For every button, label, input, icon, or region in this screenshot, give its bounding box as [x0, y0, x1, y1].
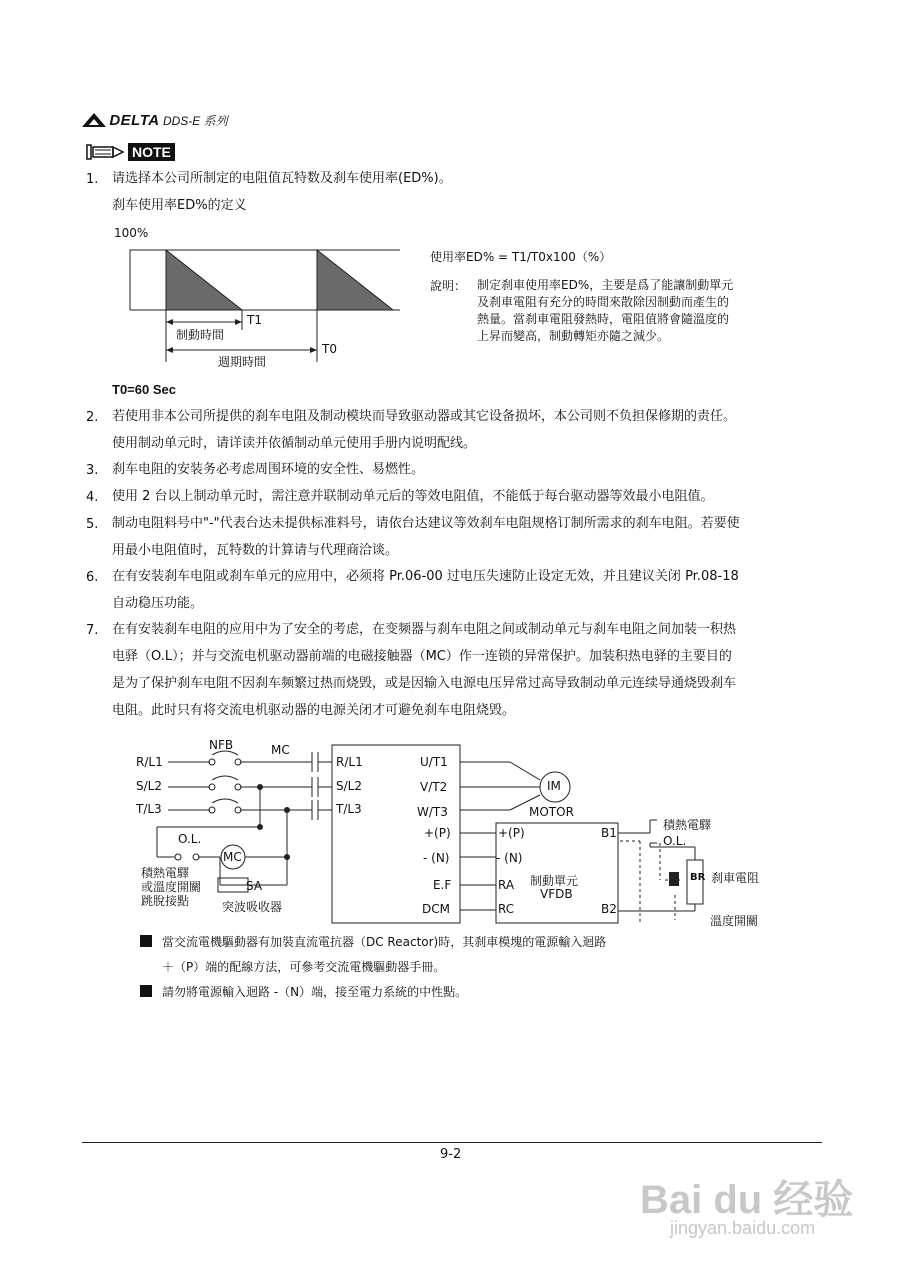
- item-text: 自动稳压功能。: [112, 596, 204, 611]
- item-text: 在有安装刹车电阻的应用中为了安全的考虑，在变频器与刹车电阻之间或制动单元与刹车电阻之间加装一积热: [112, 622, 737, 637]
- unit-n-label: - (N): [496, 851, 523, 865]
- brake-unit-name: 制動單元: [530, 874, 579, 888]
- input-t-label: T/L3: [136, 802, 162, 816]
- note-pencil-icon: [86, 142, 126, 162]
- brake-unit-model: VFDB: [540, 887, 573, 901]
- ed-explanation-line: 熱量。當刹車電阻發熱時，電阻值將會隨溫度的: [477, 312, 730, 326]
- mc-label: MC: [271, 743, 290, 757]
- item-number: 4.: [86, 490, 99, 505]
- bullet-square: [140, 985, 152, 997]
- motor-im-label: IM: [547, 779, 561, 793]
- ed-explanation-line: 上昇而變高，制動轉矩亦隨之減少。: [477, 329, 670, 343]
- chart-brake-time-label: 制動時間: [176, 328, 225, 342]
- motor-label: MOTOR: [529, 805, 574, 819]
- ed-explanation-line: 制定刹車使用率ED%，主要是爲了能讓制動單元: [477, 278, 734, 292]
- drive-v-label: V/T2: [420, 780, 448, 794]
- bullet-line: 當交流電機驅動器有加裝直流電抗器（DC Reactor)時，其刹車模塊的電源輸入迴路: [162, 935, 607, 949]
- temp-switch-label: 溫度開關: [710, 914, 759, 928]
- drive-s-label: S/L2: [336, 779, 362, 793]
- unit-p-label: +(P): [498, 826, 525, 840]
- ed-duty-cycle-diagram: [120, 240, 410, 370]
- ed-waveform: [130, 250, 400, 310]
- bullet-line: ＋（P）端的配線方法，可參考交流電機驅動器手冊。: [162, 960, 446, 974]
- item-text: 刹车电阻的安装务必考虑周围环境的安全性、易燃性。: [112, 462, 425, 477]
- watermark-url: jingyan.baidu.com: [670, 1218, 816, 1238]
- chart-cycle-time-label: 週期時間: [218, 355, 267, 369]
- item-text: 电驿（O.L）；并与交流电机驱动器前端的电磁接触器（MC）作一连锁的异常保护。加装积热电驿的主要目的: [112, 649, 732, 664]
- ol-label: O.L.: [178, 832, 202, 846]
- nfb-label: NFB: [209, 738, 234, 752]
- ed-explain-label: 說明：: [430, 279, 467, 293]
- trip-note-line: 積熱電驛: [141, 866, 190, 880]
- item-number: 7.: [86, 623, 99, 638]
- chart-t1-label: T1: [247, 313, 262, 327]
- drive-t-label: T/L3: [336, 802, 362, 816]
- thermal-relay-ol: O.L.: [663, 834, 687, 848]
- trip-note-line: 跳脫接點: [141, 894, 190, 908]
- input-r-label: R/L1: [136, 755, 163, 769]
- item-text: 使用制动单元时，请详读并依循制动单元使用手册内说明配线。: [112, 436, 477, 451]
- br-label: BR: [690, 872, 706, 883]
- delta-logo-icon: [82, 113, 106, 127]
- item-text: 在有安装刹车电阻或刹车单元的应用中，必须将 Pr.06-00 过电压失速防止设定无效，并且建议关闭 Pr.08-18: [112, 569, 739, 584]
- t0-value: T0=60 Sec: [112, 382, 176, 397]
- trip-note-line: 或溫度開關: [141, 880, 202, 894]
- footer-divider: [82, 1142, 822, 1143]
- item-text: 请选择本公司所制定的电阻值瓦特数及刹车使用率(ED%)。: [112, 171, 452, 186]
- ed-definition-heading: 刹车使用率ED%的定义: [112, 198, 247, 213]
- bullet-square: [140, 935, 152, 947]
- sa-label: SA: [246, 879, 263, 893]
- bullet-text: [162, 930, 606, 980]
- brand-name: DELTA: [109, 112, 160, 129]
- note-label: NOTE: [128, 143, 175, 161]
- item-text: 制动电阻料号中"-"代表台达未提供标准料号，请依台达建议等效刹车电阻规格订制所需求的刹车电阻。若要使: [112, 516, 740, 531]
- ed-explanation: [477, 277, 733, 345]
- drive-dcm-label: DCM: [422, 902, 450, 916]
- drive-p-label: +(P): [424, 826, 451, 840]
- item-number: 3.: [86, 463, 99, 478]
- chart-100-label: 100%: [114, 226, 149, 240]
- b2-label: B2: [601, 902, 617, 916]
- item-number: 5.: [86, 517, 99, 532]
- b1-label: B1: [601, 826, 617, 840]
- unit-ra-label: RA: [498, 878, 515, 892]
- drive-n-label: - (N): [423, 851, 450, 865]
- drive-ef-label: E.F: [433, 878, 452, 892]
- drive-u-label: U/T1: [420, 755, 448, 769]
- drive-r-label: R/L1: [336, 755, 363, 769]
- unit-rc-label: RC: [498, 902, 515, 916]
- header-brand: [82, 112, 228, 129]
- mc-coil-label: MC: [223, 850, 242, 864]
- item-text: 电阻。此时只有将交流电机驱动器的电源关闭才可避免刹车电阻烧毁。: [112, 703, 516, 718]
- surge-absorber-label: 突波吸收器: [222, 900, 283, 914]
- thermal-relay-label: 積熱電驛: [663, 818, 712, 832]
- page-number: 9-2: [440, 1147, 462, 1162]
- item-number: 1.: [86, 172, 99, 187]
- item-number: 2.: [86, 410, 99, 425]
- bullet-text: 請勿將電源輸入迴路 -（N）端，接至電力系統的中性點。: [162, 985, 468, 999]
- watermark-brand: Bai du 经验: [640, 1178, 854, 1222]
- series-name: DDS-E 系列: [162, 114, 228, 128]
- trip-contact-note: [141, 866, 201, 908]
- item-number: 6.: [86, 570, 99, 585]
- ed-formula: 使用率ED% = T1/T0x100（%）: [430, 250, 612, 264]
- chart-t0-label: T0: [322, 342, 337, 356]
- drive-w-label: W/T3: [417, 805, 448, 819]
- note-badge: [86, 142, 175, 162]
- input-s-label: S/L2: [136, 779, 162, 793]
- brake-resistor-label: 刹車電阻: [711, 871, 760, 885]
- item-text: 是为了保护刹车电阻不因刹车频繁过热而烧毁，或是因输入电源电压异常过高导致制动单元连续导通烧毁刹车: [112, 676, 737, 691]
- item-text: 使用 2 台以上制动单元时，需注意并联制动单元后的等效电阻值，不能低于每台驱动器等效最小电阻值。: [112, 489, 714, 504]
- item-text: 用最小电阻值时，瓦特数的计算请与代理商洽谈。: [112, 543, 399, 558]
- item-text: 若使用非本公司所提供的刹车电阻及制动模块而导致驱动器或其它设备损坏，本公司则不负担保修期的责任。: [112, 409, 737, 424]
- ed-explanation-line: 及刹車電阻有充分的時間來散除因制動而產生的: [477, 295, 730, 309]
